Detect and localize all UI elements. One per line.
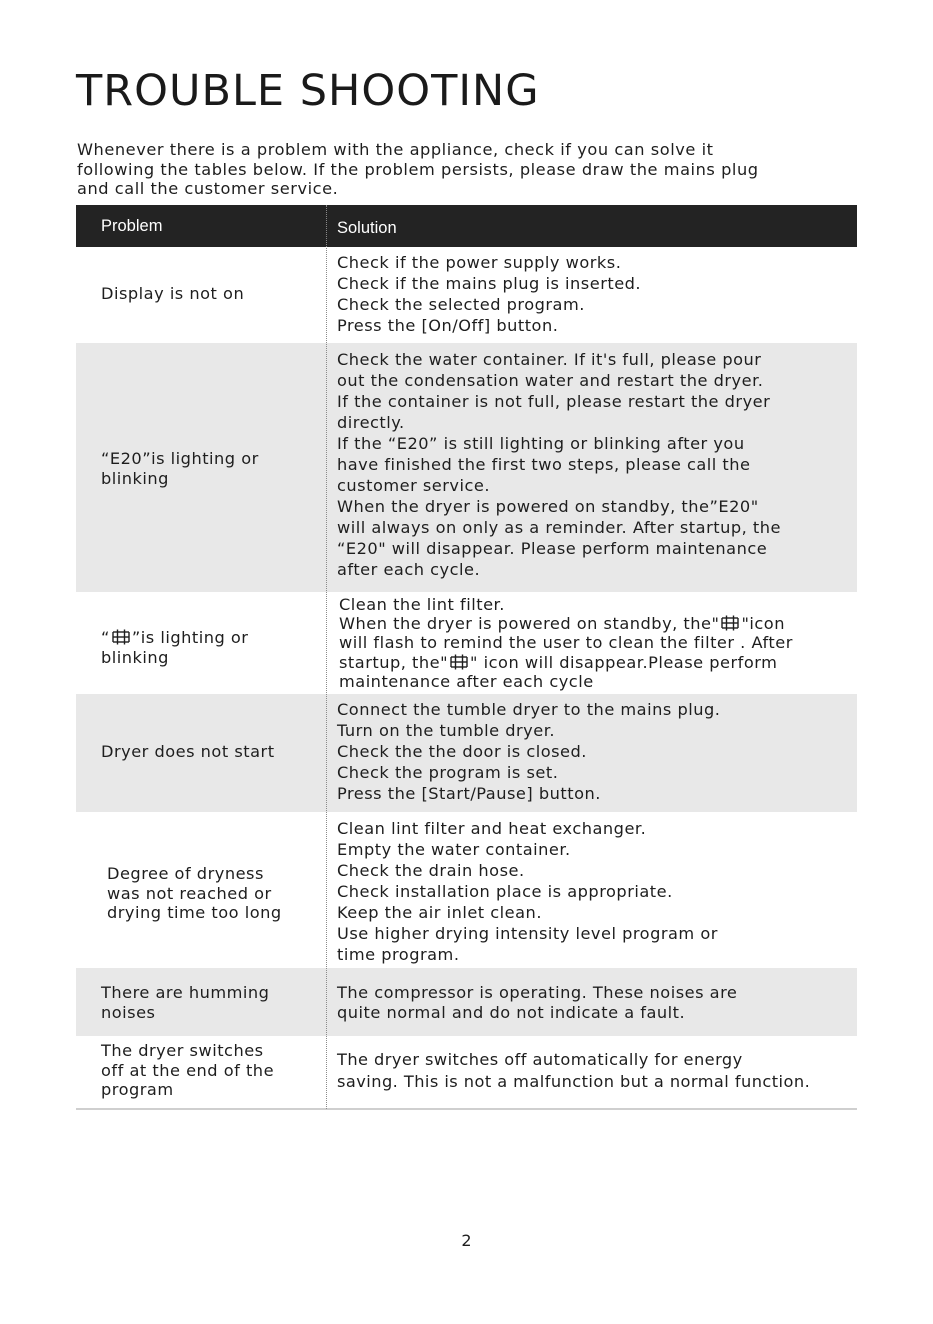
problem-cell [101,284,316,304]
filter-grid-icon [112,629,130,645]
problem-cell [101,628,316,667]
table-row [76,343,857,592]
problem-text [101,628,316,648]
solution-line: quite normal and do not indicate a fault. [337,1002,686,1022]
intro-line: and call the customer service. [77,179,339,198]
problem-text: off at the end of the [101,1060,275,1080]
intro-line: Whenever there is a problem with the appliance, check if you can solve it [77,140,714,159]
solution-line: directly. [337,413,405,432]
problem-text: The dryer switches [101,1041,264,1060]
solution-line [339,614,869,633]
table-row [76,812,857,968]
solution-line: Press the [Start/Pause] button. [337,784,601,803]
problem-text: program [101,1080,174,1099]
problem-cell [101,1041,316,1100]
solution-line: Turn on the tumble dryer. [337,721,556,740]
column-divider [326,205,327,1109]
solution-text-part: When the dryer is powered on standby, the" [339,614,720,634]
problem-text: blinking [101,647,169,667]
solution-line: time program. [337,945,460,964]
solution-line: will flash to remind the user to clean the filter . After [339,633,793,653]
intro-line: following the tables below. If the problem persists, please draw the mains plug [77,159,759,179]
solution-line: Use higher drying intensity level program or [337,924,718,943]
filter-grid-icon [721,615,739,631]
table-header [76,205,857,247]
solution-line: Check if the power supply works. [337,253,622,272]
problem-text: blinking [101,468,169,488]
solution-line: Check installation place is appropriate. [337,882,673,901]
solution-line: Check the program is set. [337,763,559,782]
solution-line: The dryer switches off automatically for energy [337,1050,743,1069]
solution-text-part: "icon [741,614,785,634]
problem-text: drying time too long [107,903,282,922]
solution-cell [337,983,867,1022]
problem-text: Degree of dryness [107,864,264,883]
solution-line: maintenance after each cycle [339,671,594,691]
solution-line: If the container is not full, please restart the dryer [337,392,771,411]
problem-text-part: ”is lighting or [131,628,249,647]
problem-cell [101,742,316,762]
table-row [76,247,857,343]
solution-cell [337,252,867,336]
problem-cell [107,864,322,923]
intro-paragraph [77,140,857,199]
solution-line: customer service. [337,476,491,495]
solution-line: will always on only as a reminder. After startup, the [337,518,781,537]
solution-line: after each cycle. [337,560,481,579]
solution-line: Keep the air inlet clean. [337,903,542,922]
solution-line: Press the [On/Off] button. [337,316,559,335]
table-bottom-border [76,1108,857,1110]
solution-line: Check if the mains plug is inserted. [337,274,642,293]
solution-line: Clean the lint filter. [339,595,505,614]
header-problem: Problem [101,217,163,235]
problem-cell [101,449,316,488]
solution-line: If the “E20” is still lighting or blinking after you [337,434,745,453]
solution-text-part: startup, the" [339,652,449,672]
solution-cell [337,818,867,965]
solution-line: Check the drain hose. [337,861,525,880]
solution-line: have finished the first two steps, please call the [337,455,751,474]
table-row [76,694,857,812]
table-row [76,968,857,1036]
solution-text-part: " icon will disappear.Please perform [470,652,778,672]
solution-line: Clean lint filter and heat exchanger. [337,819,647,838]
problem-text: There are humming [101,983,270,1002]
problem-text: Display is not on [101,284,245,303]
problem-text: noises [101,1002,156,1022]
header-solution: Solution [337,219,397,237]
problem-text: was not reached or [107,883,272,903]
solution-line [339,653,869,672]
solution-line: When the dryer is powered on standby, the”E20" [337,497,759,516]
problem-cell [101,983,316,1022]
filter-grid-icon [450,654,468,670]
page-number: 2 [461,1231,472,1250]
solution-line: Empty the water container. [337,840,571,859]
table-row [76,1036,857,1109]
solution-cell [337,1049,867,1092]
problem-text: Dryer does not start [101,742,275,761]
solution-line: “E20" will disappear. Please perform maintenance [337,539,768,558]
solution-line: The compressor is operating. These noises are [337,983,738,1002]
table-row [76,592,857,694]
solution-cell [337,699,867,804]
solution-line: saving. This is not a malfunction but a normal function. [337,1071,811,1091]
solution-cell [337,349,867,580]
solution-line: Check the the door is closed. [337,742,587,761]
page-title: TROUBLE SHOOTING [76,66,540,116]
solution-line: Connect the tumble dryer to the mains plug. [337,700,721,719]
solution-line: out the condensation water and restart the dryer. [337,371,764,390]
problem-text: “E20”is lighting or [101,449,259,468]
troubleshooting-table [76,205,857,1109]
solution-line: Check the water container. If it's full, please pour [337,350,762,369]
quote-mark: “ [101,628,110,647]
solution-line: Check the selected program. [337,295,585,314]
solution-cell [339,595,869,691]
